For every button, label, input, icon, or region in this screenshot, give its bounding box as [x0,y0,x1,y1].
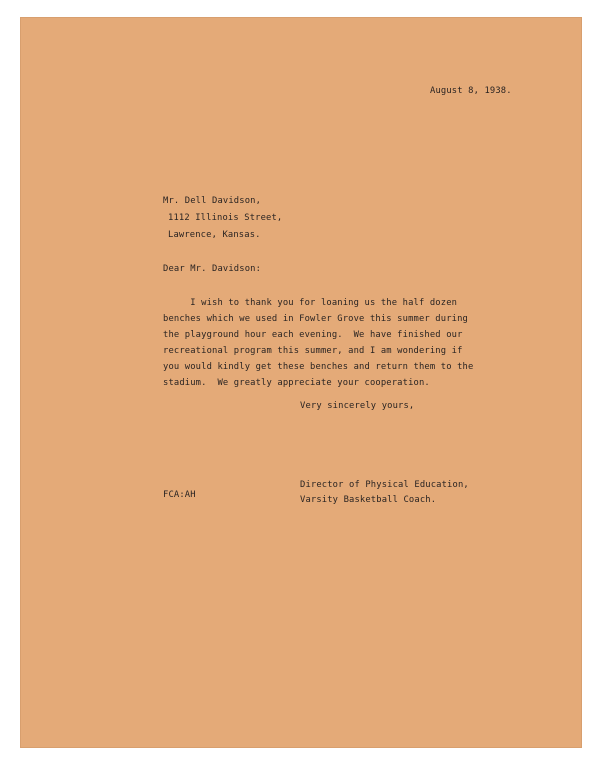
body-line-5: you would kindly get these benches and return them to the [163,362,474,372]
recipient-name: Mr. Dell Davidson, [163,196,262,206]
recipient-street: 1112 Illinois Street, [168,213,283,223]
recipient-city: Lawrence, Kansas. [168,230,261,240]
body-line-4: recreational program this summer, and I am wondering if [163,346,463,356]
body-line-1: I wish to thank you for loaning us the half dozen [163,298,458,308]
salutation: Dear Mr. Davidson: [163,264,262,274]
letter-page [20,17,582,748]
signature-title-1: Director of Physical Education, [300,480,469,490]
body-line-2: benches which we used in Fowler Grove this summer during [163,314,468,324]
letter-date: August 8, 1938. [430,86,512,96]
body-line-3: the playground hour each evening. We have finished our [163,330,463,340]
reference-initials: FCA:AH [163,490,196,500]
closing: Very sincerely yours, [300,401,415,411]
body-line-6: stadium. We greatly appreciate your cooperation. [163,378,430,388]
signature-title-2: Varsity Basketball Coach. [300,495,437,505]
